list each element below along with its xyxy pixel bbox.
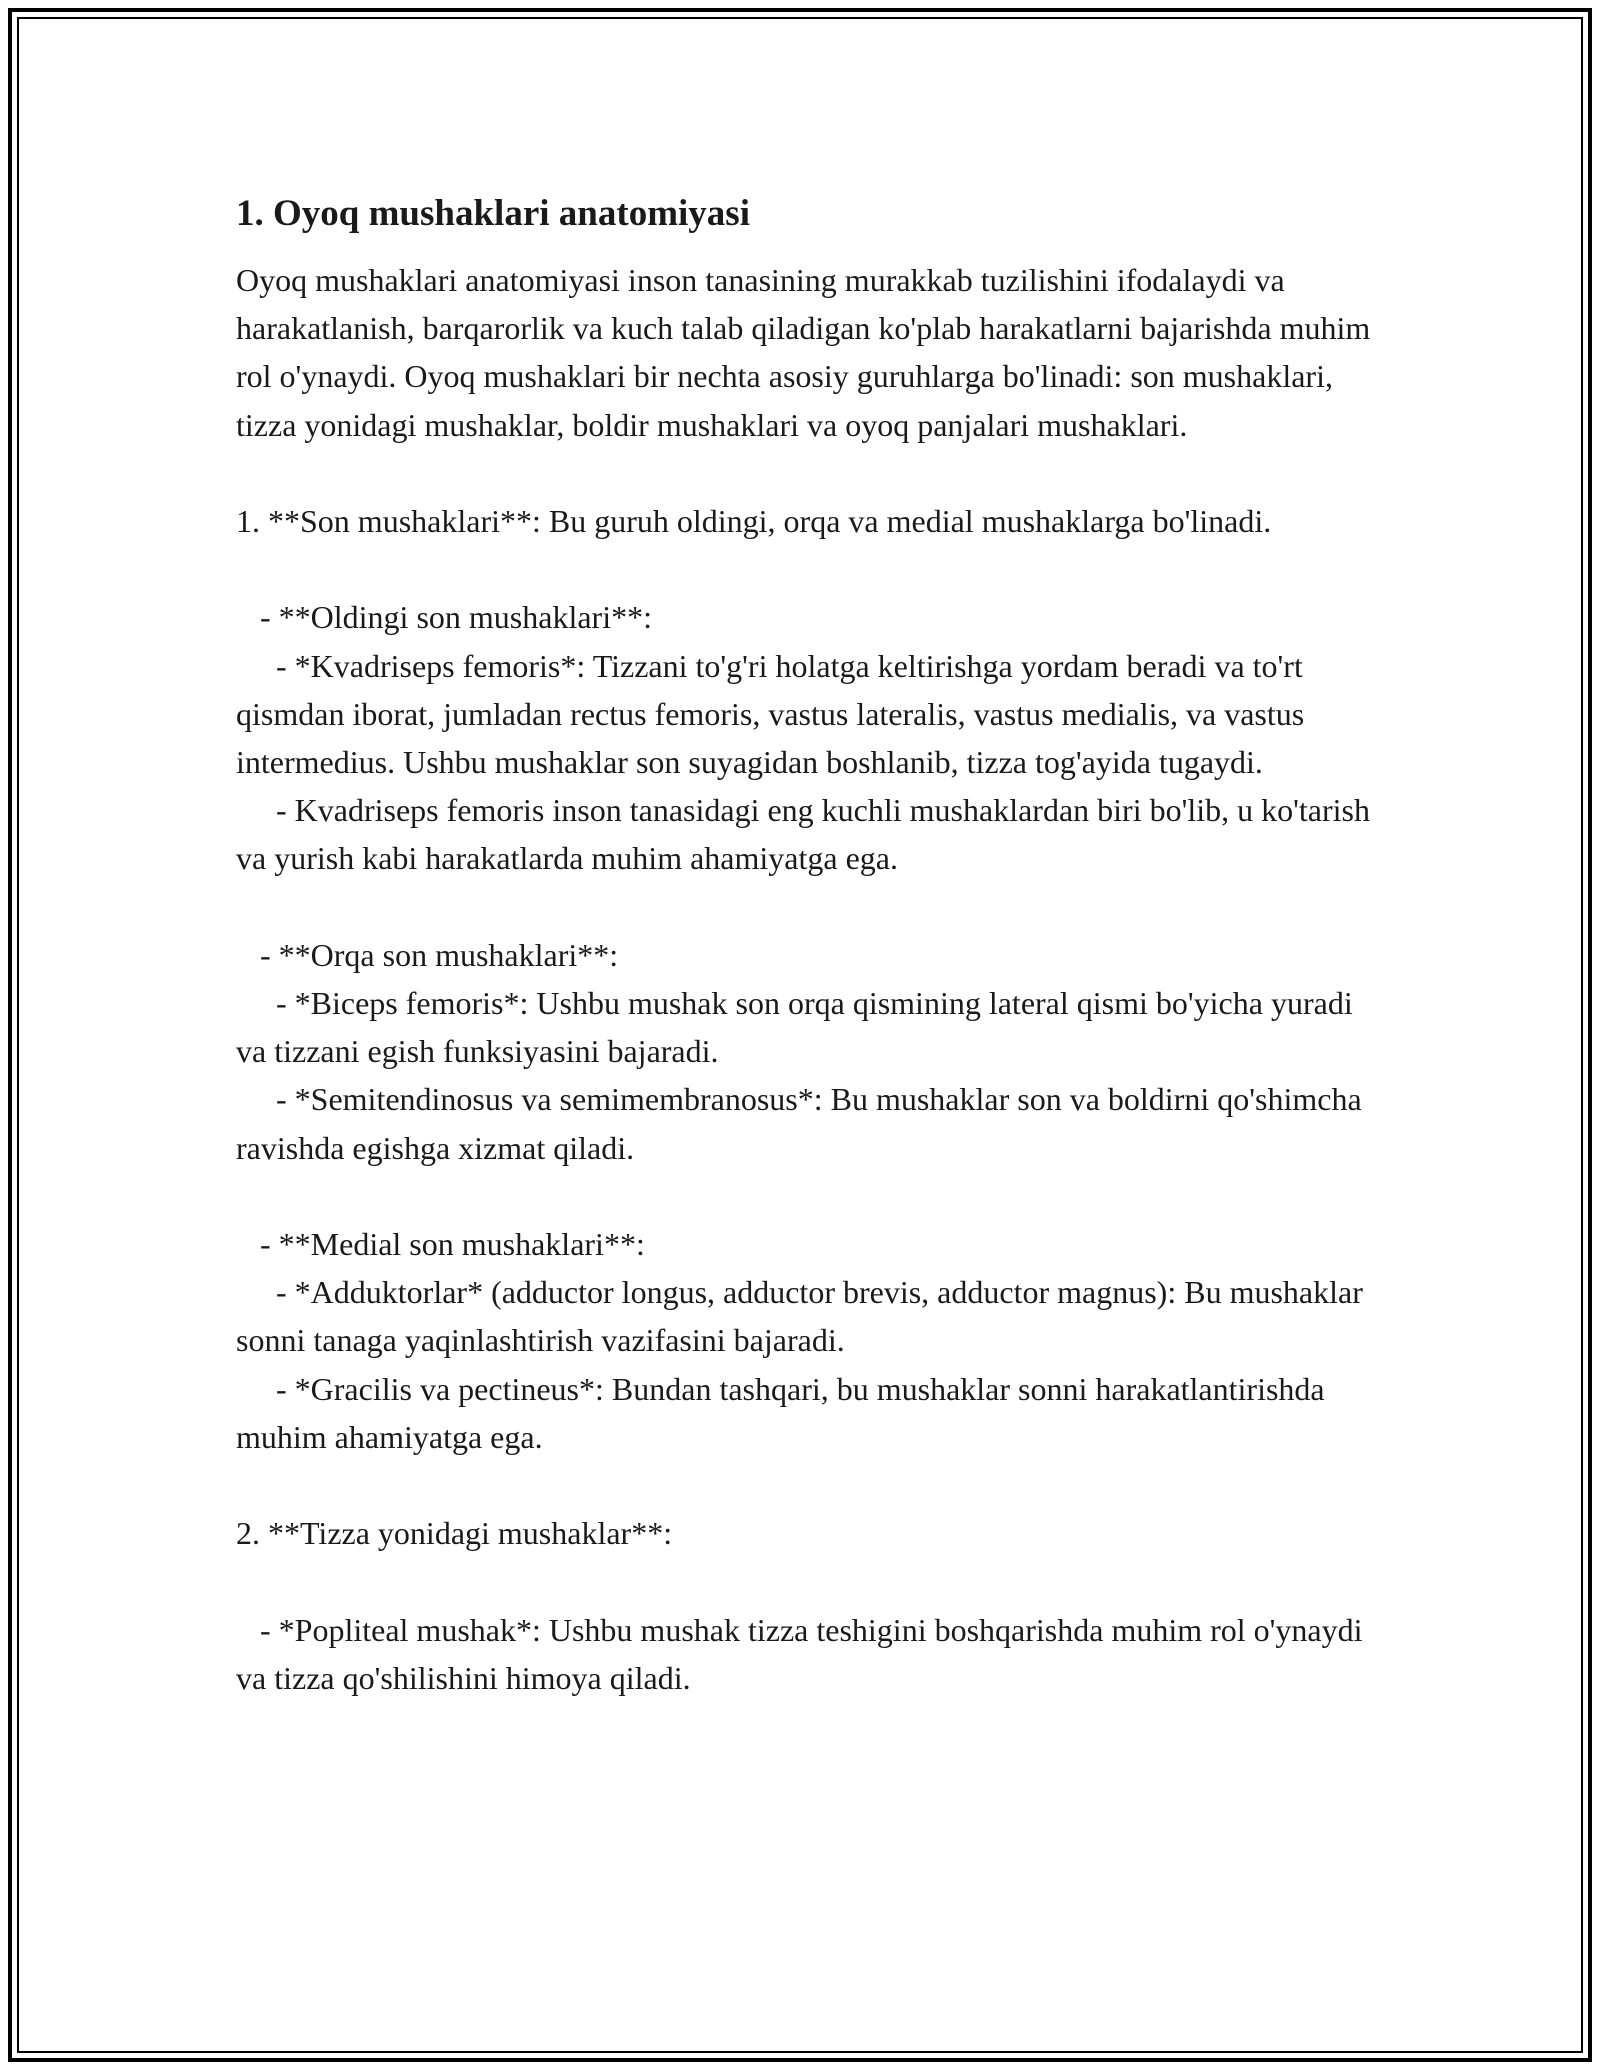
spacer xyxy=(236,545,1376,593)
medial-thigh-item-adductors: - *Adduktorlar* (adductor longus, adductor brevis, adductor magnus): Bu mushaklar sonni tanaga yaqinlashtirish vazifasini bajaradi. xyxy=(236,1274,1371,1359)
spacer xyxy=(236,1172,1376,1220)
anterior-thigh-item-strength: - Kvadriseps femoris inson tanasidagi eng kuchli mushaklardan biri bo'lib, u ko'tarish va yurish kabi harakatlarda muhim ahamiyatga ega. xyxy=(236,792,1378,877)
document-body xyxy=(236,188,1379,1702)
medial-thigh-item-gracilis: - *Gracilis va pectineus*: Bundan tashqari, bu mushaklar sonni harakatlantirishda muhim ahamiyatga ega. xyxy=(236,1370,1333,1455)
document-title: 1. Oyoq mushaklari anatomiyasi xyxy=(236,193,750,234)
section-2-heading: 2. **Tizza yonidagi mushaklar**: xyxy=(236,1515,673,1552)
spacer xyxy=(236,1461,1376,1509)
medial-thigh-heading: - **Medial son mushaklari**: xyxy=(236,1226,645,1262)
anterior-thigh-heading: - **Oldingi son mushaklari**: xyxy=(236,599,652,636)
intro-paragraph: Oyoq mushaklari anatomiyasi inson tanasining murakkab tuzilishini ifodalaydi va harakatlanish, barqarorlik va kuch talab qiladigan ko'plab harakatlarni bajarishda muhim rol o'ynaydi. Oyoq mushaklari bir nechta asosiy guruhlarga bo'linadi: son mushaklari, tizza yonidagi mushaklar, boldir mushaklari va oyoq panjalari mushaklari. xyxy=(236,262,1379,443)
anterior-thigh-item-quadriceps: - *Kvadriseps femoris*: Tizzani to'g'ri holatga keltirishga yordam beradi va to'rt qismdan iborat, jumladan rectus femoris, vastus lateralis, vastus medialis, va vastus intermedius. Ushbu mushaklar son suyagidan boshlanib, tizza tog'ayida tugaydi. xyxy=(236,647,1313,780)
posterior-thigh-item-biceps: - *Biceps femoris*: Ushbu mushak son orqa qismining lateral qismi bo'yicha yuradi va tizzani egish funksiyasini bajaradi. xyxy=(236,985,1361,1070)
spacer xyxy=(236,883,1376,931)
knee-item-popliteal: - *Popliteal mushak*: Ushbu mushak tizza teshigini boshqarishda muhim rol o'ynaydi va tizza qo'shilishini himoya qiladi. xyxy=(236,1611,1371,1696)
section-1-heading: 1. **Son mushaklari**: Bu guruh oldingi, orqa va medial mushaklarga bo'linadi. xyxy=(236,503,1272,539)
posterior-thigh-heading: - **Orqa son mushaklari**: xyxy=(236,936,619,973)
posterior-thigh-item-semitendinosus: - *Semitendinosus va semimembranosus*: Bu mushaklar son va boldirni qo'shimcha ravishda egishga xizmat qiladi. xyxy=(236,1081,1370,1166)
spacer xyxy=(236,449,1376,497)
spacer xyxy=(236,1557,1376,1605)
